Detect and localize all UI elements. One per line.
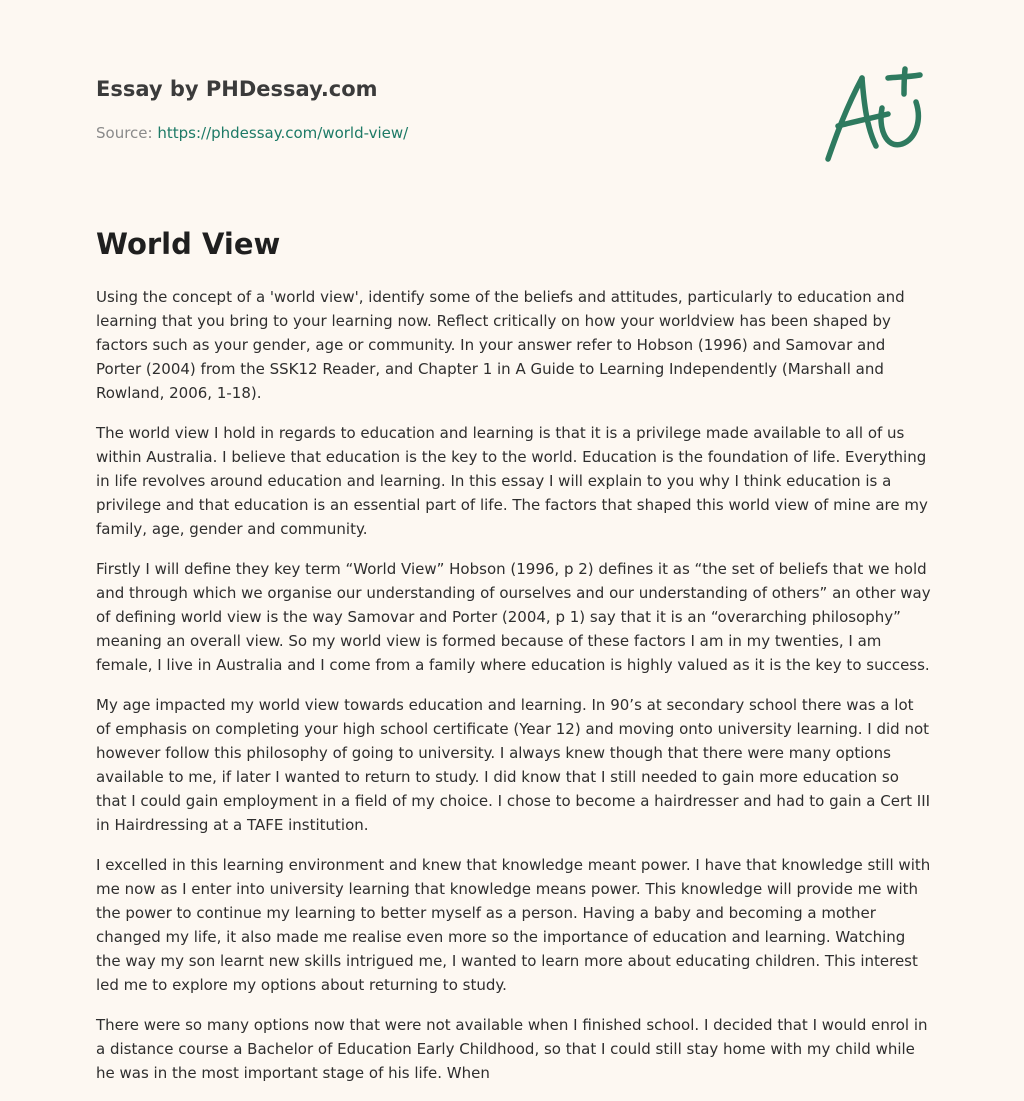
source-link[interactable]: https://phdessay.com/world-view/	[157, 124, 409, 142]
source-label: Source:	[96, 124, 153, 142]
source-line	[96, 123, 916, 143]
essay-title: World View	[96, 227, 281, 261]
essay-body	[96, 285, 932, 1101]
a-plus-logo-icon	[818, 66, 928, 166]
site-brand: Essay by PHDessay.com	[96, 77, 378, 101]
essay-paragraph: I excelled in this learning environment and knew that knowledge meant power. I have that knowledge still with me now as I enter into university learning that knowledge means power. This knowledge will provide me with the power to continue my learning to better myself as a person. Having a baby and becoming a mother changed my life, it also made me realise even more so the importance of education and learning. Watching the way my son learnt new skills intrigued me, I wanted to learn more about educating children. This interest led me to explore my options about returning to study.	[96, 856, 931, 994]
essay-paragraph: My age impacted my world view towards education and learning. In 90’s at secondary school there was a lot of emphasis on completing your high school certificate (Year 12) and moving onto university learning. I did not however follow this philosophy of going to university. I always knew though that there were many options available to me, if later I wanted to return to study. I did know that I still needed to gain more education so that I could gain employment in a field of my choice. I chose to become a hairdresser and had to gain a Cert III in Hairdressing at a TAFE institution.	[96, 696, 931, 834]
essay-header	[96, 74, 916, 143]
essay-paragraph: The world view I hold in regards to education and learning is that it is a privilege made available to all of us within Australia. I believe that education is the key to the world. Education is the foundation of life. Everything in life revolves around education and learning. In this essay I will explain to you why I think education is a privilege and that education is an essential part of life. The factors that shaped this world view of mine are my family, age, gender and community.	[96, 424, 928, 538]
essay-paragraph: Using the concept of a 'world view', identify some of the beliefs and attitudes, particularly to education and learning that you bring to your learning now. Reflect critically on how your worldview has been shaped by factors such as your gender, age or community. In your answer refer to Hobson (1996) and Samovar and Porter (2004) from the SSK12 Reader, and Chapter 1 in A Guide to Learning Independently (Marshall and Rowland, 2006, 1-18).	[96, 288, 905, 402]
essay-paragraph: Firstly I will define they key term “World View” Hobson (1996, p 2) defines it as “the set of beliefs that we hold and through which we organise our understanding of ourselves and our understanding of others” an other way of defining world view is the way Samovar and Porter (2004, p 1) say that it is an “overarching philosophy” meaning an overall view. So my world view is formed because of these factors I am in my twenties, I am female, I live in Australia and I come from a family where education is highly valued as it is the key to success.	[96, 560, 931, 674]
essay-paragraph: There were so many options now that were not available when I finished school. I decided that I would enrol in a distance course a Bachelor of Education Early Childhood, so that I could still stay home with my child while he was in the most important stage of his life. When	[96, 1016, 928, 1082]
